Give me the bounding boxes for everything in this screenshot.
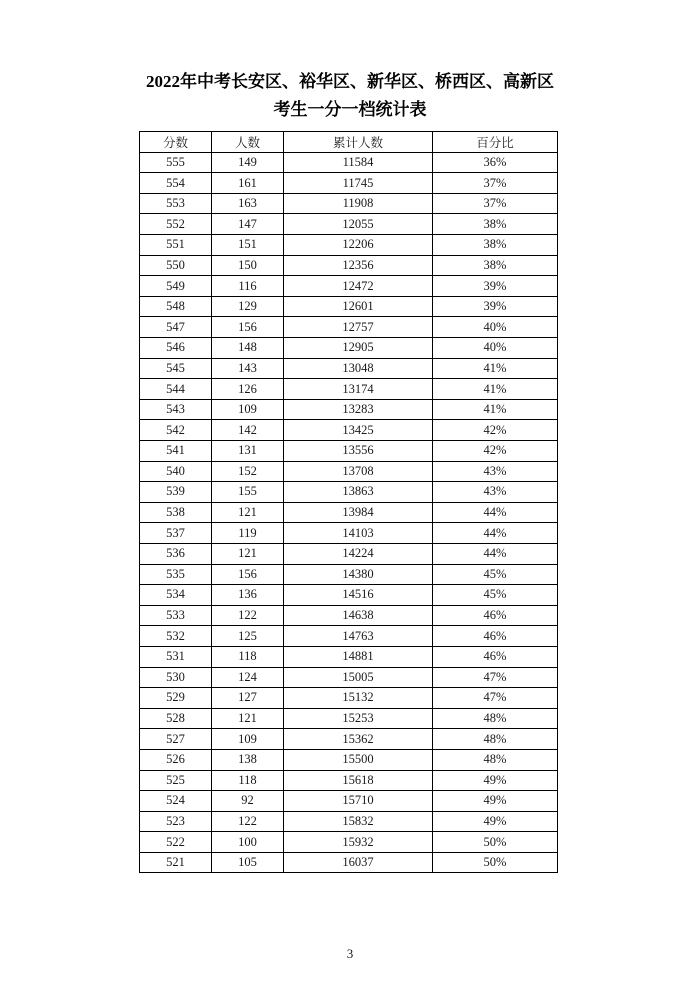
table-cell: 121 — [212, 708, 284, 729]
table-cell: 125 — [212, 626, 284, 647]
table-cell: 522 — [140, 832, 212, 853]
table-row — [140, 770, 558, 791]
table-cell: 11908 — [284, 193, 433, 214]
table-cell: 12356 — [284, 255, 433, 276]
page-title-line2: 考生一分一档统计表 — [273, 100, 427, 120]
table-cell: 163 — [212, 193, 284, 214]
table-cell: 534 — [140, 585, 212, 606]
header-percentage: 百分比 — [433, 132, 558, 153]
table-cell: 13863 — [284, 482, 433, 503]
table-cell: 147 — [212, 214, 284, 235]
table-cell: 100 — [212, 832, 284, 853]
score-distribution-table — [139, 131, 558, 873]
table-row — [140, 441, 558, 462]
table-cell: 14380 — [284, 564, 433, 585]
table-cell: 150 — [212, 255, 284, 276]
table-cell: 121 — [212, 502, 284, 523]
table-row — [140, 729, 558, 750]
table-cell: 37% — [433, 193, 558, 214]
table-cell: 46% — [433, 646, 558, 667]
table-cell: 521 — [140, 852, 212, 873]
page-title-line1: 2022年中考长安区、裕华区、新华区、桥西区、高新区 — [146, 72, 554, 91]
table-cell: 14224 — [284, 543, 433, 564]
table-row — [140, 399, 558, 420]
table-cell: 49% — [433, 770, 558, 791]
table-cell: 92 — [212, 791, 284, 812]
table-cell: 36% — [433, 152, 558, 173]
table-cell: 136 — [212, 585, 284, 606]
table-cell: 544 — [140, 379, 212, 400]
table-cell: 40% — [433, 317, 558, 338]
page-title — [0, 0, 700, 124]
table-cell: 537 — [140, 523, 212, 544]
table-header-row — [140, 132, 558, 153]
table-cell: 38% — [433, 255, 558, 276]
table-cell: 127 — [212, 688, 284, 709]
table-cell: 12055 — [284, 214, 433, 235]
table-cell: 15132 — [284, 688, 433, 709]
table-cell: 15618 — [284, 770, 433, 791]
table-cell: 14638 — [284, 605, 433, 626]
table-cell: 13174 — [284, 379, 433, 400]
table-cell: 527 — [140, 729, 212, 750]
table-cell: 155 — [212, 482, 284, 503]
table-cell: 47% — [433, 667, 558, 688]
table-cell: 551 — [140, 235, 212, 256]
table-cell: 50% — [433, 852, 558, 873]
header-score: 分数 — [140, 132, 212, 153]
table-cell: 528 — [140, 708, 212, 729]
table-cell: 151 — [212, 235, 284, 256]
table-cell: 535 — [140, 564, 212, 585]
table-row — [140, 667, 558, 688]
table-cell: 548 — [140, 296, 212, 317]
table-row — [140, 832, 558, 853]
table-cell: 49% — [433, 791, 558, 812]
table-row — [140, 564, 558, 585]
table-cell: 39% — [433, 276, 558, 297]
table-row — [140, 482, 558, 503]
table-cell: 546 — [140, 338, 212, 359]
table-cell: 11745 — [284, 173, 433, 194]
table-cell: 12905 — [284, 338, 433, 359]
table-row — [140, 585, 558, 606]
table-cell: 40% — [433, 338, 558, 359]
table-cell: 531 — [140, 646, 212, 667]
table-cell: 152 — [212, 461, 284, 482]
table-row — [140, 461, 558, 482]
table-cell: 523 — [140, 811, 212, 832]
table-cell: 41% — [433, 399, 558, 420]
table-row — [140, 173, 558, 194]
table-cell: 526 — [140, 749, 212, 770]
table-cell: 524 — [140, 791, 212, 812]
table-row — [140, 317, 558, 338]
table-cell: 555 — [140, 152, 212, 173]
table-cell: 14516 — [284, 585, 433, 606]
table-cell: 13556 — [284, 441, 433, 462]
header-count: 人数 — [212, 132, 284, 153]
table-cell: 116 — [212, 276, 284, 297]
table-cell: 530 — [140, 667, 212, 688]
table-row — [140, 193, 558, 214]
table-cell: 13283 — [284, 399, 433, 420]
table-cell: 48% — [433, 749, 558, 770]
table-row — [140, 152, 558, 173]
table-cell: 11584 — [284, 152, 433, 173]
table-cell: 47% — [433, 688, 558, 709]
table-cell: 41% — [433, 379, 558, 400]
table-cell: 37% — [433, 173, 558, 194]
table-row — [140, 708, 558, 729]
table-row — [140, 605, 558, 626]
table-row — [140, 688, 558, 709]
table-cell: 549 — [140, 276, 212, 297]
table-cell: 48% — [433, 729, 558, 750]
table-cell: 15710 — [284, 791, 433, 812]
table-row — [140, 626, 558, 647]
table-cell: 553 — [140, 193, 212, 214]
table-cell: 38% — [433, 235, 558, 256]
table-row — [140, 791, 558, 812]
table-cell: 15832 — [284, 811, 433, 832]
table-cell: 126 — [212, 379, 284, 400]
table-cell: 118 — [212, 770, 284, 791]
header-cumulative-count: 累计人数 — [284, 132, 433, 153]
table-cell: 44% — [433, 523, 558, 544]
table-cell: 540 — [140, 461, 212, 482]
table-cell: 45% — [433, 585, 558, 606]
table-cell: 12206 — [284, 235, 433, 256]
table-cell: 43% — [433, 482, 558, 503]
table-cell: 542 — [140, 420, 212, 441]
table-cell: 109 — [212, 399, 284, 420]
table-cell: 42% — [433, 441, 558, 462]
table-cell: 148 — [212, 338, 284, 359]
table-cell: 131 — [212, 441, 284, 462]
table-cell: 552 — [140, 214, 212, 235]
table-cell: 48% — [433, 708, 558, 729]
table-row — [140, 420, 558, 441]
table-cell: 13984 — [284, 502, 433, 523]
table-row — [140, 749, 558, 770]
table-row — [140, 276, 558, 297]
table-cell: 121 — [212, 543, 284, 564]
table-cell: 41% — [433, 358, 558, 379]
table-cell: 39% — [433, 296, 558, 317]
table-row — [140, 852, 558, 873]
table-cell: 109 — [212, 729, 284, 750]
table-cell: 42% — [433, 420, 558, 441]
table-row — [140, 379, 558, 400]
table-cell: 12757 — [284, 317, 433, 338]
page-number: 3 — [346, 946, 354, 961]
table-cell: 539 — [140, 482, 212, 503]
table-row — [140, 235, 558, 256]
table-row — [140, 646, 558, 667]
table-cell: 44% — [433, 502, 558, 523]
table-cell: 143 — [212, 358, 284, 379]
table-cell: 122 — [212, 811, 284, 832]
table-cell: 156 — [212, 564, 284, 585]
table-cell: 13708 — [284, 461, 433, 482]
table-cell: 12601 — [284, 296, 433, 317]
table-cell: 38% — [433, 214, 558, 235]
table-cell: 138 — [212, 749, 284, 770]
table-row — [140, 338, 558, 359]
table-row — [140, 811, 558, 832]
table-cell: 547 — [140, 317, 212, 338]
table-cell: 122 — [212, 605, 284, 626]
table-cell: 14763 — [284, 626, 433, 647]
table-cell: 46% — [433, 605, 558, 626]
table-cell: 14881 — [284, 646, 433, 667]
table-cell: 525 — [140, 770, 212, 791]
table-cell: 538 — [140, 502, 212, 523]
table-row — [140, 523, 558, 544]
table-cell: 149 — [212, 152, 284, 173]
table-cell: 49% — [433, 811, 558, 832]
table-cell: 15005 — [284, 667, 433, 688]
table-cell: 533 — [140, 605, 212, 626]
table-cell: 15362 — [284, 729, 433, 750]
table-row — [140, 543, 558, 564]
table-cell: 15932 — [284, 832, 433, 853]
table-cell: 156 — [212, 317, 284, 338]
table-cell: 16037 — [284, 852, 433, 873]
table-cell: 541 — [140, 441, 212, 462]
table-cell: 118 — [212, 646, 284, 667]
table-cell: 554 — [140, 173, 212, 194]
table-cell: 46% — [433, 626, 558, 647]
table-cell: 13048 — [284, 358, 433, 379]
table-cell: 15253 — [284, 708, 433, 729]
table-cell: 536 — [140, 543, 212, 564]
table-cell: 545 — [140, 358, 212, 379]
table-cell: 124 — [212, 667, 284, 688]
table-row — [140, 358, 558, 379]
table-row — [140, 502, 558, 523]
table-cell: 14103 — [284, 523, 433, 544]
table-cell: 129 — [212, 296, 284, 317]
table-cell: 12472 — [284, 276, 433, 297]
table-cell: 550 — [140, 255, 212, 276]
table-cell: 529 — [140, 688, 212, 709]
table-cell: 13425 — [284, 420, 433, 441]
table-cell: 161 — [212, 173, 284, 194]
table-cell: 44% — [433, 543, 558, 564]
table-cell: 50% — [433, 832, 558, 853]
table-row — [140, 255, 558, 276]
table-cell: 15500 — [284, 749, 433, 770]
table-row — [140, 214, 558, 235]
table-cell: 532 — [140, 626, 212, 647]
table-cell: 142 — [212, 420, 284, 441]
table-cell: 543 — [140, 399, 212, 420]
table-cell: 43% — [433, 461, 558, 482]
table-cell: 105 — [212, 852, 284, 873]
table-row — [140, 296, 558, 317]
table-cell: 45% — [433, 564, 558, 585]
table-cell: 119 — [212, 523, 284, 544]
